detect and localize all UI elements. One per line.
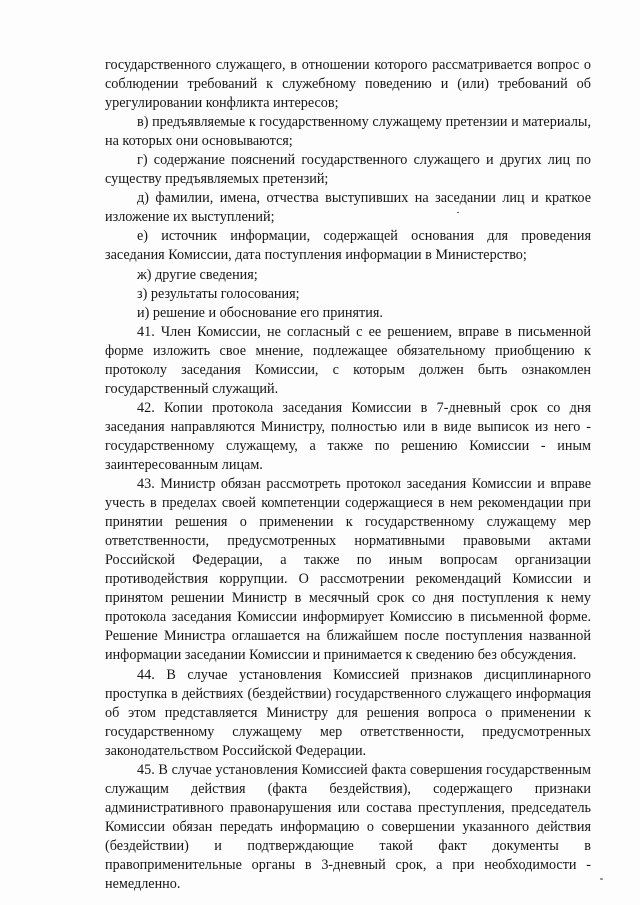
paragraph-item-zh: ж) другие сведения; <box>137 266 258 283</box>
paragraph-43: 43. Министр обязан рассмотреть протокол заседания Комиссии и вправе учесть в пределах своей компетенции содержащиеся в нем рекомендации при принятии решения о применении к государственному служащему мер ответственности, предусмотренных нормативными правовыми актами Российской Федерации, а также по иным вопросам организации противодействия коррупции. О рассмотрении рекомендаций Комиссии и принятом решении Министр в месячный срок со дня поступления к нему протокола заседания Комиссии информирует Комиссию в письменной форме. Решение Министра оглашается на ближайшем после поступления названной информации заседании Комиссии и принимается к сведению без обсуждения. <box>105 476 591 664</box>
scan-speck <box>457 212 459 213</box>
paragraph-45: 45. В случае установления Комиссией факта совершения государственным служащим действия (факта бездействия), содержащего признаки административного правонарушения или состава преступления, председатель Комиссии обязан передать информацию о совершении указанного действия (бездействии) и подтверждающие такой факт документы в правоприменительные органы в 3-дневный срок, а при необходимости - немедленно. <box>105 761 591 893</box>
paragraph-item-g: г) содержание пояснений государственного служащего и других лиц по существу предъявляемых претензий; <box>105 152 591 188</box>
paragraph-41: 41. Член Комиссии, не согласный с ее решением, вправе в письменной форме изложить свое мнение, подлежащее обязательному приобщению к протоколу заседания Комиссии, с которым должен быть ознакомлен государственный служащий. <box>105 323 591 397</box>
paragraph-item-z: з) результаты голосования; <box>137 285 300 302</box>
paragraph-item-v: в) предъявляемые к государственному служащему претензии и материалы, на которых они основываются; <box>105 114 591 150</box>
scan-speck <box>600 878 603 880</box>
paragraph-item-d: д) фамилии, имена, отчества выступивших на заседании лиц и краткое изложение их выступлений; <box>105 190 591 226</box>
paragraph-item-e: е) источник информации, содержащей основания для проведения заседания Комиссии, дата поступления информации в Министерство; <box>105 228 591 264</box>
paragraph-intro: государственного служащего, в отношении которого рассматривается вопрос о соблюдении требований к служебному поведению и (или) требований об урегулировании конфликта интересов; <box>105 57 591 112</box>
paragraph-42: 42. Копии протокола заседания Комиссии в 7-дневный срок со дня заседания направляются Министру, полностью или в виде выписок из него - государственному служащему, а также по решению Комиссии - иным заинтересованным лицам. <box>105 399 591 473</box>
paragraph-item-i: и) решение и обоснование его принятия. <box>137 304 383 321</box>
paragraph-44: 44. В случае установления Комиссией признаков дисциплинарного проступка в действиях (бездействии) государственного служащего информация об этом представляется Министру для решения вопроса о применении к государственному служащему мер ответственности, предусмотренных законодательством Российской Федерации. <box>105 666 591 759</box>
document-body <box>105 56 591 894</box>
